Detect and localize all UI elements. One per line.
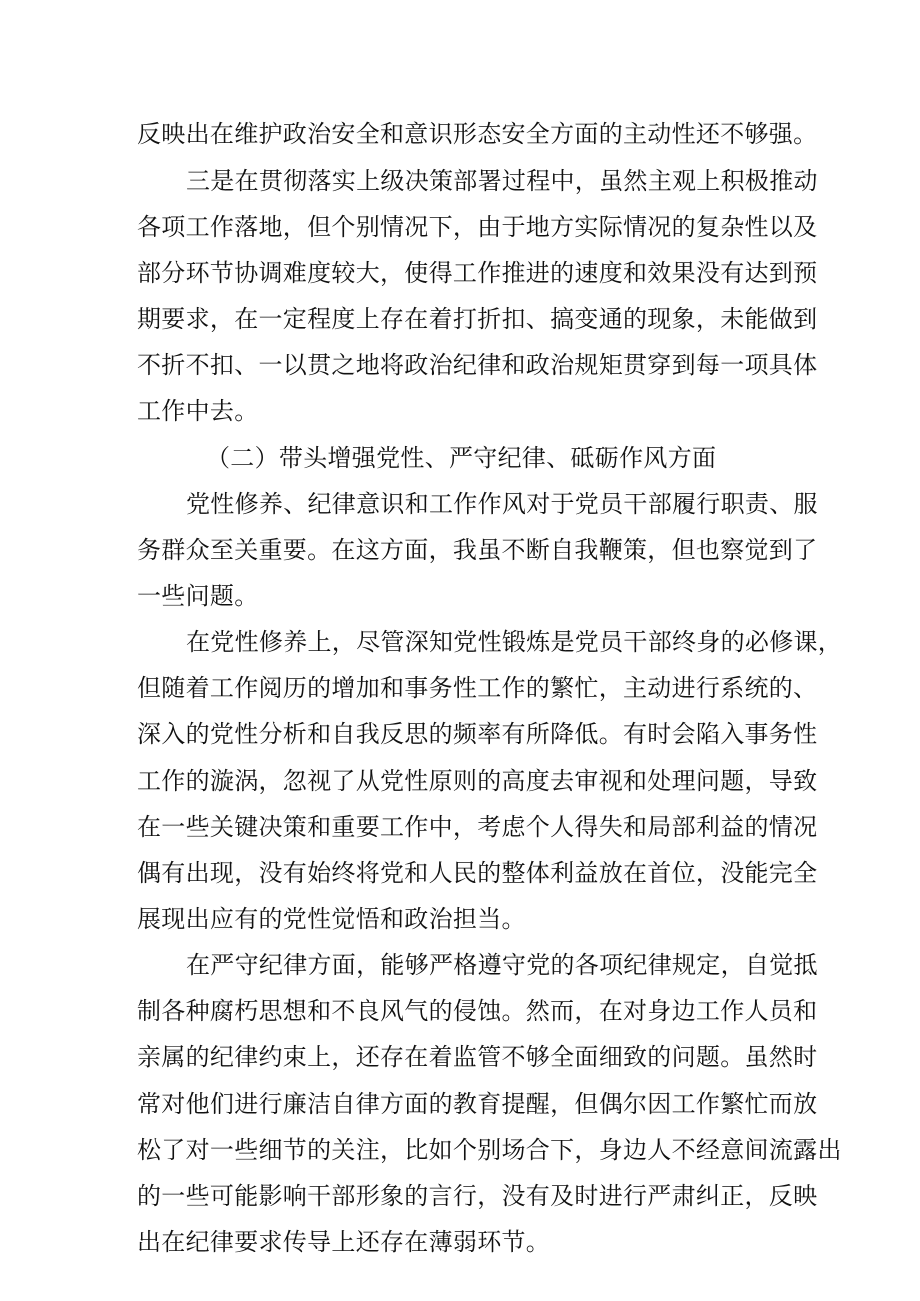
- paragraph-first-line: 党性修养、纪律意识和工作作风对于党员干部履行职责、服: [186, 490, 818, 518]
- text-line: 的一些可能影响干部形象的言行，没有及时进行严肃纠正，反映: [137, 1182, 818, 1210]
- text-line: 各项工作落地，但个别情况下，由于地方实际情况的复杂性以及: [137, 213, 818, 241]
- text-line: 出在纪律要求传导上还存在薄弱环节。: [137, 1228, 551, 1256]
- text-line: 展现出应有的党性觉悟和政治担当。: [137, 905, 526, 933]
- text-line: 不折不扣、一以贯之地将政治纪律和政治规矩贯穿到每一项具体: [137, 351, 818, 379]
- text-line: 但随着工作阅历的增加和事务性工作的繁忙，主动进行系统的、: [137, 674, 818, 702]
- text-line: 期要求，在一定程度上存在着打折扣、搞变通的现象，未能做到: [137, 305, 818, 333]
- text-line: 工作中去。: [137, 397, 259, 425]
- text-line: 部分环节协调难度较大，使得工作推进的速度和效果没有达到预: [137, 259, 818, 287]
- text-line: 制各种腐朽思想和不良风气的侵蚀。然而，在对身边工作人员和: [137, 997, 818, 1025]
- paragraph-first-line: 在严守纪律方面，能够严格遵守党的各项纪律规定，自觉抵: [186, 951, 818, 979]
- section-heading: （二）带头增强党性、严守纪律、砥砺作风方面: [206, 444, 717, 472]
- text-line: 反映出在维护政治安全和意识形态安全方面的主动性还不够强。: [137, 120, 818, 148]
- paragraph-first-line: 三是在贯彻落实上级决策部署过程中，虽然主观上积极推动: [186, 167, 818, 195]
- text-line: 亲属的纪律约束上，还存在着监管不够全面细致的问题。虽然时: [137, 1043, 818, 1071]
- text-line: 深入的党性分析和自我反思的频率有所降低。有时会陷入事务性: [137, 720, 818, 748]
- paragraph-first-line: 在党性修养上，尽管深知党性锻炼是党员干部终身的必修课，: [186, 628, 843, 656]
- text-line: 一些问题。: [137, 582, 259, 610]
- text-line: 松了对一些细节的关注，比如个别场合下，身边人不经意间流露出: [137, 1136, 842, 1164]
- text-line: 工作的漩涡，忽视了从党性原则的高度去审视和处理问题，导致: [137, 767, 818, 795]
- text-line: 常对他们进行廉洁自律方面的教育提醒，但偶尔因工作繁忙而放: [137, 1090, 818, 1118]
- text-line: 务群众至关重要。在这方面，我虽不断自我鞭策，但也察觉到了: [137, 536, 818, 564]
- text-line: 在一些关键决策和重要工作中，考虑个人得失和局部利益的情况: [137, 813, 818, 841]
- text-line: 偶有出现，没有始终将党和人民的整体利益放在首位，没能完全: [137, 859, 818, 887]
